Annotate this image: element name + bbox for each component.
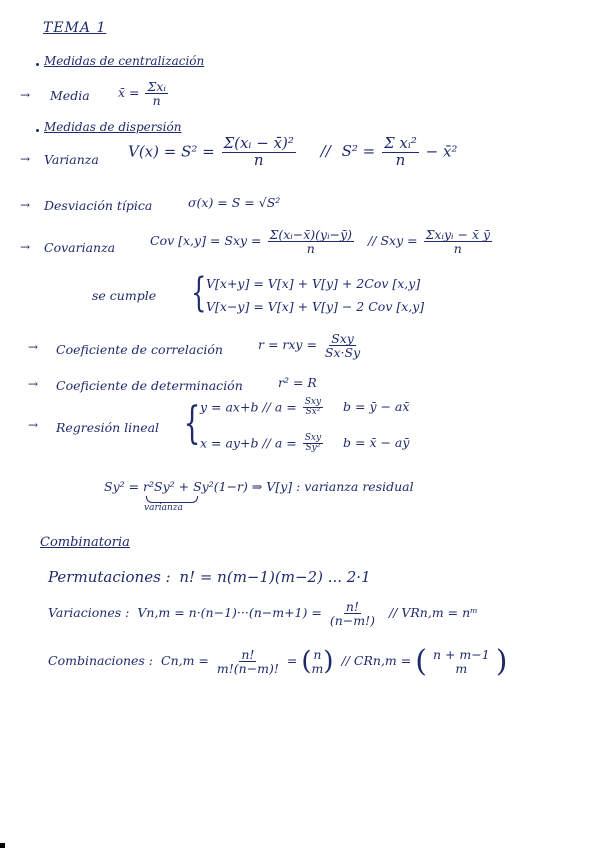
media-label: Media [50,88,90,103]
determinacion-formula: r² = R [278,375,317,390]
se-cumple-line-2: V[x−y] = V[x] + V[y] − 2 Cov [x,y] [206,299,425,314]
page-title: TEMA 1 [43,20,107,36]
desviacion-formula: σ(x) = S = √S² [188,195,281,210]
desviacion-label: Desviación típica [44,198,153,213]
arrow-icon: → [20,198,31,212]
section-heading-centralizacion: Medidas de centralización [44,54,205,68]
bullet-dot [36,63,39,66]
varianza-residual-formula: Sy² = r²Sy² + Sy²(1−r) ⇒ V[y] : varianza residual [104,479,414,494]
left-brace: { [183,398,201,449]
arrow-icon: → [28,340,39,354]
regresion-label: Regresión lineal [56,420,160,435]
permutaciones-line: Permutaciones : n! = n(m−1)(m−2) ... 2·1 [48,568,371,586]
se-cumple-line-1: V[x+y] = V[x] + V[y] + 2Cov [x,y] [206,276,421,291]
arrow-icon: → [20,152,31,166]
underbrace [146,496,198,503]
combinaciones-line: Combinaciones : Cn,m = $\frac{n!}{m!(n-m)!}$ = ( n m ) // CRn,m = ( n + m−1 m ) [48,644,508,679]
corner-mark [0,843,5,848]
covarianza-formula: Cov [x,y] = Sxy = $\frac{\text{Σ(xᵢ−x̄)(yᵢ−ȳ)}}{n}$ // Sxy = $\frac{\text{Σxᵢyᵢ − x̄ ȳ}}{n}$ [150,227,491,257]
varianza-label: Varianza [44,152,99,167]
arrow-icon: → [20,88,31,102]
determinacion-label: Coeficiente de determinación [56,378,243,393]
underbrace-label: varianza [144,503,183,513]
media-formula: x̄ = $\frac{\text{Σxᵢ}}{n}$ [118,79,166,109]
arrow-icon: → [28,377,39,391]
bullet-dot [36,129,39,132]
section-heading-dispersion: Medidas de dispersión [44,120,182,134]
covarianza-label: Covarianza [44,240,116,255]
correlacion-label: Coeficiente de correlación [56,342,223,357]
variaciones-line: Variaciones : Vn,m = n·(n−1)···(n−m+1) = $\frac{n!}{(n-m!)}$ // VRn,m = nᵐ [48,599,478,629]
correlacion-formula: r = rxy = $\frac{\text{Sxy}}{Sx\cdot Sy}$ [258,331,361,361]
regresion-line-1: y = ax+b // a = $\frac{\text{Sxy}}{\text{Sx²}}$ b = ȳ − ax̄ [200,397,410,418]
section-heading-combinatoria: Combinatoria [40,535,130,550]
se-cumple-label: se cumple [92,288,157,303]
arrow-icon: → [28,418,39,432]
varianza-formula: V(x) = S² = $\frac{\text{Σ(xᵢ − x̄)²}}{n}$ // S² = $\frac{\text{Σ xᵢ²}}{n}$ − x̄² [128,134,458,169]
left-brace: { [191,270,207,316]
arrow-icon: → [20,240,31,254]
regresion-line-2: x = ay+b // a = $\frac{\text{Sxy}}{\text{Sy²}}$ b = x̄ − aȳ [200,433,410,454]
